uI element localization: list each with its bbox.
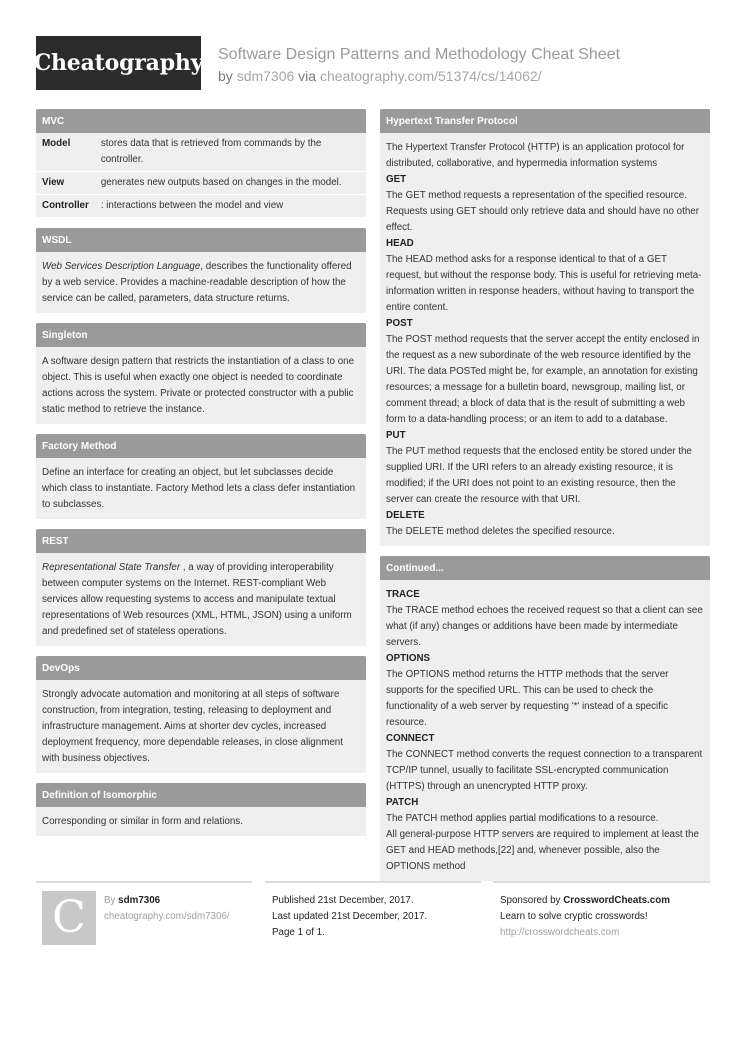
section-title: WSDL <box>36 228 366 252</box>
section-body: Strongly advocate automation and monitoring at all steps of software construction, from integration, testing, releasing to deployment and infrastructure management. Aims at shorter dev cycles, increased deployment frequency, more dependable releases, in close alignment with business objectives. <box>42 689 343 764</box>
section-body <box>380 133 710 546</box>
section-body <box>36 252 366 313</box>
section-title: DevOps <box>36 656 366 680</box>
sponsor-url[interactable]: http://crosswordcheats.com <box>500 927 620 938</box>
section-title: MVC <box>36 109 366 133</box>
section-title: Continued... <box>380 556 710 580</box>
method-description: The CONNECT method converts the request connection to a transparent TCP/IP tunnel, usually to facilitate SSL-encrypted communication (HTTPS) through an unencrypted HTTP proxy. <box>386 749 703 792</box>
sheet-url-link[interactable]: cheatography.com/51374/cs/14062/ <box>319 68 542 84</box>
method-keyword: POST <box>386 318 413 329</box>
rest-term: Representational State Transfer <box>42 562 181 573</box>
method-keyword: CONNECT <box>386 733 435 744</box>
table-row <box>36 195 366 218</box>
left-column <box>36 109 366 846</box>
term-cell: Controller <box>42 200 89 211</box>
method-keyword: OPTIONS <box>386 653 431 664</box>
section-continued <box>380 556 710 881</box>
byline <box>218 68 620 84</box>
definition-cell: generates new outputs based on changes in the model. <box>100 177 342 188</box>
wsdl-text: , describes the functionality offered by a web service. Provides a machine-readable description of how the service can be called, parameters, data structure returns. <box>42 261 352 304</box>
http-intro: The Hypertext Transfer Protocol (HTTP) is an application protocol for distributed, collaborative, and hypermedia information systems <box>386 142 685 169</box>
author-avatar[interactable]: C <box>42 891 96 945</box>
method-description: The PUT method requests that the enclosed entity be stored under the supplied URI. If the URI refers to an already existing resource, it is modified; if the URI does not point to an existing resource, then the server can create the resource with that URI. <box>386 446 692 505</box>
byline-by: by <box>218 68 233 84</box>
section-body <box>380 580 710 881</box>
section-devops <box>36 656 366 773</box>
section-body <box>36 553 366 646</box>
page-header <box>33 36 716 92</box>
section-body: Define an interface for creating an object, but let subclasses decide which class to instantiate. Factory Method lets a class defer instantiation to subclasses. <box>42 467 356 510</box>
byline-via: via <box>298 68 317 84</box>
section-http <box>380 109 710 546</box>
section-rest <box>36 529 366 646</box>
definition-cell: stores data that is retrieved from commands by the controller. <box>100 138 322 165</box>
footer-author <box>36 881 252 951</box>
right-column <box>380 109 710 891</box>
term-cell: Model <box>42 138 71 149</box>
section-body: A software design pattern that restricts the instantiation of a class to one object. This is useful when exactly one object is needed to coordinate actions across the system. Private or protected constructor with a public static method to retrieve the instance. <box>42 356 355 415</box>
page-footer <box>36 881 710 951</box>
method-keyword: HEAD <box>386 238 414 249</box>
method-description: The HEAD method asks for a response identical to that of a GET request, but without the response body. This is useful for retrieving meta-information written in response headers, without having to transport the entire content. <box>386 254 702 313</box>
mvc-table <box>36 133 366 218</box>
footer-author-link[interactable]: sdm7306 <box>118 895 161 906</box>
section-wsdl <box>36 228 366 313</box>
section-title: REST <box>36 529 366 553</box>
method-description: The DELETE method deletes the specified resource. <box>386 526 615 537</box>
method-keyword: PATCH <box>386 797 419 808</box>
method-keyword: GET <box>386 174 407 185</box>
definition-cell: : interactions between the model and view <box>100 200 284 211</box>
term-cell: View <box>42 177 65 188</box>
method-description: The TRACE method echoes the received request so that a client can see what (if any) changes or additions have been made by intermediate servers. <box>386 605 703 648</box>
section-singleton <box>36 323 366 424</box>
section-title: Singleton <box>36 323 366 347</box>
table-row <box>36 172 366 195</box>
footer-by-label: By <box>104 895 116 906</box>
section-body: Corresponding or similar in form and relations. <box>42 816 243 827</box>
section-factory-method <box>36 434 366 519</box>
rest-text: , a way of providing interoperability between computer systems on the Internet. REST-compliant Web services allow requesting systems to access and manipulate textual representations of Web resources (XML, HTML, JSON) using a uniform and predefined set of stateless operations. <box>42 562 352 637</box>
method-description: The GET method requests a representation of the specified resource. Requests using GET should only retrieve data and should have no other effect. <box>386 190 699 233</box>
page-number: Page 1 of 1. <box>272 927 325 938</box>
http-note: All general-purpose HTTP servers are required to implement at least the GET and HEAD methods,[22] and, whenever possible, also the OPTIONS method <box>386 829 699 872</box>
section-title: Definition of Isomorphic <box>36 783 366 807</box>
cheatography-logo[interactable]: Cheatography <box>36 36 201 90</box>
sponsor-link[interactable]: CrosswordCheats.com <box>563 895 670 906</box>
sponsored-by-label: Sponsored by <box>500 895 561 906</box>
method-description: The PATCH method applies partial modifications to a resource. <box>386 813 659 824</box>
method-keyword: DELETE <box>386 510 425 521</box>
page-title: Software Design Patterns and Methodology Cheat Sheet <box>218 46 621 63</box>
section-title: Factory Method <box>36 434 366 458</box>
section-mvc <box>36 109 366 218</box>
footer-author-url[interactable]: cheatography.com/sdm7306/ <box>104 911 230 922</box>
method-description: The OPTIONS method returns the HTTP methods that the server supports for the specified URL. This can be used to check the functionality of a web server by requesting '*' instead of a specific resource. <box>386 669 669 728</box>
section-isomorphic <box>36 783 366 836</box>
method-description: The POST method requests that the server accept the entity enclosed in the request as a new subordinate of the web resource identified by the URI. The data POSTed might be, for example, an annotation for existing resources; a message for a bulletin board, newsgroup, mailing list, or comment thread; a block of data that is the result of submitting a web form to a data-handling process; or an item to add to a database. <box>386 334 700 425</box>
section-title: Hypertext Transfer Protocol <box>380 109 710 133</box>
footer-dates <box>265 881 481 951</box>
sponsor-tagline: Learn to solve cryptic crosswords! <box>500 911 648 922</box>
method-keyword: PUT <box>386 430 406 441</box>
table-row <box>36 133 366 172</box>
published-date: Published 21st December, 2017. <box>272 895 414 906</box>
method-keyword: TRACE <box>386 589 420 600</box>
footer-sponsor <box>493 881 710 951</box>
author-link[interactable]: sdm7306 <box>236 68 295 84</box>
wsdl-term: Web Services Description Language <box>42 261 201 272</box>
updated-date: Last updated 21st December, 2017. <box>272 911 428 922</box>
